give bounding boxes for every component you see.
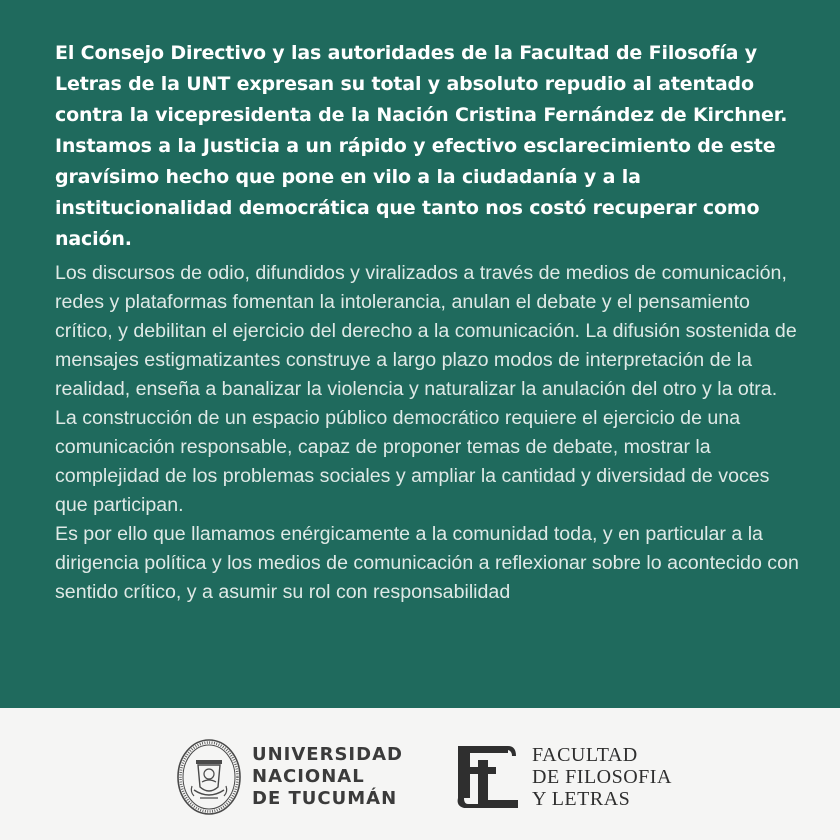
unt-name-line: DE TUCUMÁN [252,788,398,809]
unt-wordmark [252,744,403,810]
logo-footer [0,708,840,840]
unt-name-line: NACIONAL [252,766,365,787]
faculty-name-line: Y LETRAS [532,788,631,810]
faculty-wordmark [532,744,672,810]
fyl-monogram-icon [456,742,522,812]
statement-body [55,259,800,607]
faculty-name-line: FACULTAD [532,744,638,766]
statement-paragraph: La construcción de un espacio público democrático requiere el ejercicio de una comunicación responsable, capaz de proponer temas de debate, mostrar la complejidad de los problemas sociales y ampliar la cantidad y diversidad de voces que participan. [55,407,770,516]
faculty-name-line: DE FILOSOFIA [532,766,672,788]
statement-lead: El Consejo Directivo y las autoridades de la Facultad de Filosofía y Letras de la UNT expresan su total y absoluto repudio al atentado contra la vicepresidenta de la Nación Cristina Fernández de Kirchner. Instamos a la Justicia a un rápido y efectivo esclarecimiento de este gravísimo hecho que pone en vilo a la ciudadanía y a la institucionalidad democrática que tanto nos costó recuperar como nación. [55,42,788,250]
university-seal-icon [176,738,242,816]
unt-logo [176,738,403,816]
statement-paragraph: Los discursos de odio, difundidos y viralizados a través de medios de comunicación, redes y plataformas fomentan la intolerancia, anulan el debate y el pensamiento crítico, y debilitan el ejercicio del derecho a la comunicación. La difusión sostenida de mensajes estigmatizantes construye a largo plazo modos de interpretación de la realidad, enseña a banalizar la violencia y naturalizar la anulación del otro y la otra. [55,262,797,400]
statement-paragraph: Es por ello que llamamos enérgicamente a la comunidad toda, y en particular a la dirigencia política y los medios de comunicación a reflexionar sobre lo acontecido con sentido crítico, y a asumir su rol con responsabilidad [55,523,799,603]
faculty-logo [456,742,672,812]
unt-name-line: UNIVERSIDAD [252,744,403,765]
